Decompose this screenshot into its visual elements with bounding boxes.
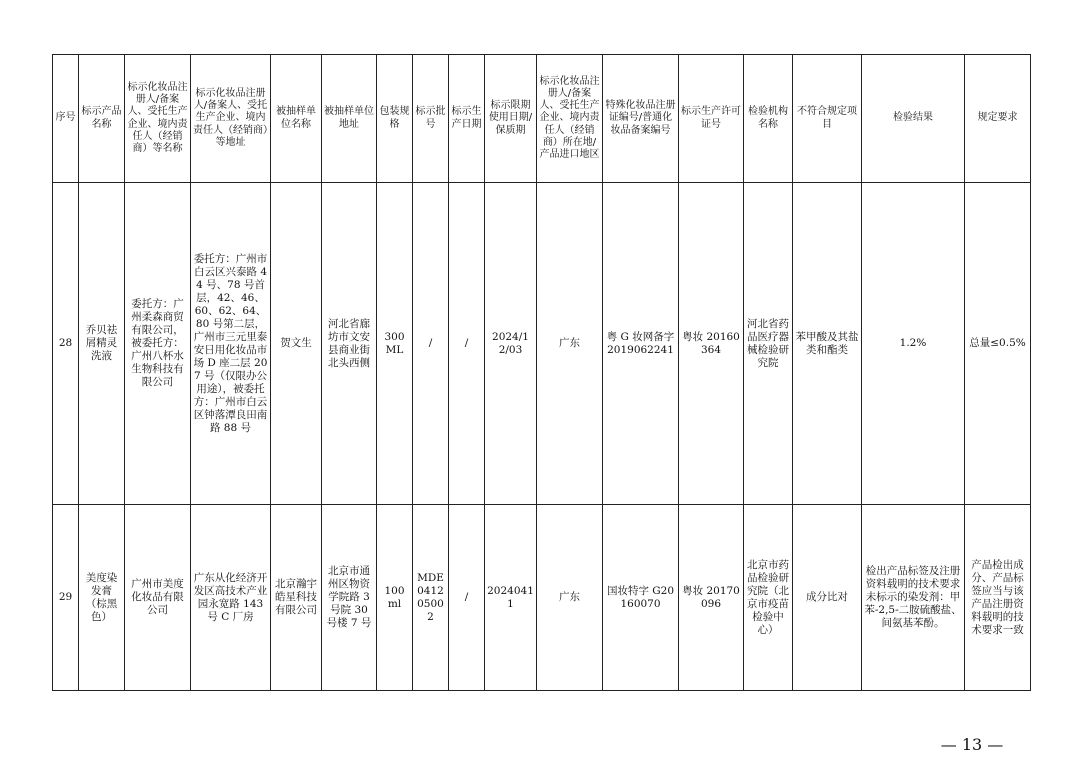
table-cell: 北京瀚宇皓星科技有限公司	[271, 505, 322, 691]
table-cell: 北京市通州区物资学院路 3 号院 30 号楼 7 号	[322, 505, 377, 691]
table-cell: 总量≤0.5%	[965, 183, 1031, 505]
table-cell: 1.2%	[862, 183, 965, 505]
table-cell: /	[449, 183, 485, 505]
header-cell-production-date: 标示生产日期	[449, 55, 485, 183]
table-cell: 2024/12/03	[485, 183, 537, 505]
table-cell: 乔贝祛屑精灵洗液	[79, 183, 125, 505]
table-cell: /	[449, 505, 485, 691]
header-cell-test-result: 检验结果	[862, 55, 965, 183]
table-cell: 29	[53, 505, 79, 691]
table-cell: 北京市药品检验研究院（北京市疫苗检验中心）	[744, 505, 793, 691]
table-cell: 河北省廊坊市文安县商业街北头西侧	[322, 183, 377, 505]
header-cell-production-license: 标示生产许可证号	[679, 55, 744, 183]
header-cell-requirement: 规定要求	[965, 55, 1031, 183]
table-cell: 检出产品标签及注册资料载明的技术要求未标示的染发剂：甲苯-2,5-二胺硫酸盐、间氨基苯酚。	[862, 505, 965, 691]
table-cell: MDE041205002	[413, 505, 449, 691]
header-cell-sampled-unit-name: 被抽样单位名称	[271, 55, 322, 183]
header-row	[53, 55, 1031, 183]
header-cell-package-spec: 包装规格	[377, 55, 413, 183]
header-cell-registrant-address: 标示化妆品注册人/备案人、受托生产企业、境内责任人（经销商）等地址	[191, 55, 271, 183]
table-cell: 美度染发膏（棕黑色）	[79, 505, 125, 691]
table-cell: 委托方：广州柔森商贸有限公司，被委托方：广州八杯水生物科技有限公司	[125, 183, 191, 505]
header-cell-index: 序号	[53, 55, 79, 183]
table-cell: 100 ml	[377, 505, 413, 691]
table-cell: 300 ML	[377, 183, 413, 505]
header-cell-origin-region: 标示化妆品注册人/备案人、受托生产企业、境内责任人（经销商）所在地/产品进口地区	[537, 55, 603, 183]
table-cell: 苯甲酸及其盐类和酯类	[793, 183, 862, 505]
table-cell: 粤妆 20160364	[679, 183, 744, 505]
table-row	[53, 183, 1031, 505]
table-cell: 广东	[537, 505, 603, 691]
table-cell: 广东	[537, 183, 603, 505]
table-cell: 贺文生	[271, 183, 322, 505]
inspection-results-table	[52, 54, 1031, 691]
header-cell-batch-number: 标示批号	[413, 55, 449, 183]
header-cell-sampled-unit-address: 被抽样单位地址	[322, 55, 377, 183]
table-cell: 成分比对	[793, 505, 862, 691]
table-cell: /	[413, 183, 449, 505]
table-cell: 广东从化经济开发区高技术产业园永宽路 143 号 C 厂房	[191, 505, 271, 691]
header-cell-expiry: 标示限期使用日期/保质期	[485, 55, 537, 183]
table-row	[53, 505, 1031, 691]
header-cell-registration-number: 特殊化妆品注册证编号/普通化妆品备案编号	[603, 55, 679, 183]
table-cell: 28	[53, 183, 79, 505]
table-cell: 委托方：广州市白云区兴泰路 44 号、78 号首层，42、46、60、62、64、80 号第二层，广州市三元里泰安日用化妆品市场 D 座二层 207 号（仅限办公用途），被委托方：广州市白云区钟落潭良田南路 88 号	[191, 183, 271, 505]
header-cell-testing-agency: 检验机构名称	[744, 55, 793, 183]
table-cell: 国妆特字 G20160070	[603, 505, 679, 691]
table-cell: 粤 G 妆网备字 2019062241	[603, 183, 679, 505]
table-cell: 产品检出成分、产品标签应当与该产品注册资料载明的技术要求一致	[965, 505, 1031, 691]
page-number: — 13 —	[940, 735, 1004, 754]
header-cell-registrant-name: 标示化妆品注册人/备案人、受托生产企业、境内责任人（经销商）等名称	[125, 55, 191, 183]
table-cell: 广州市美度化妆品有限公司	[125, 505, 191, 691]
header-cell-nonconforming-item: 不符合规定项目	[793, 55, 862, 183]
table-cell: 粤妆 20170096	[679, 505, 744, 691]
table-cell: 河北省药品医疗器械检验研究院	[744, 183, 793, 505]
header-cell-product-name: 标示产品名称	[79, 55, 125, 183]
table-cell: 20240411	[485, 505, 537, 691]
